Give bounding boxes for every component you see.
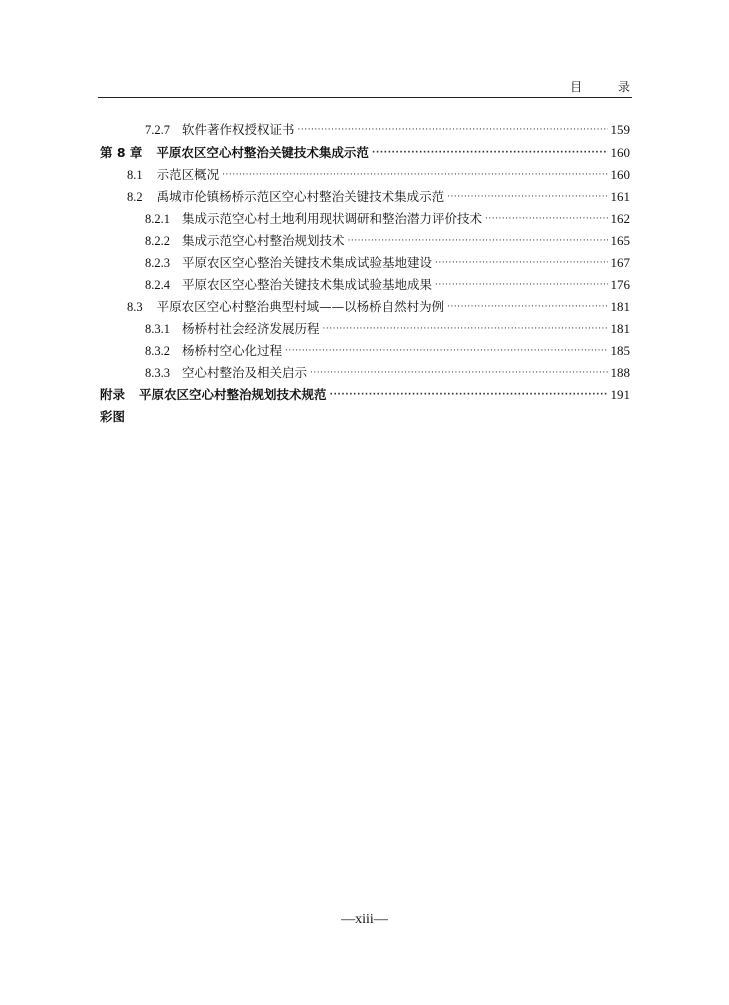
toc-entry-8-2-4[interactable] <box>145 277 630 293</box>
toc-page: 188 <box>610 365 630 380</box>
toc-entry-7-2-7[interactable] <box>145 122 630 138</box>
toc-leader <box>348 233 608 249</box>
toc-entry-8-3-2[interactable] <box>145 343 630 359</box>
toc-page: 160 <box>610 145 630 160</box>
page-number: —xiii— <box>341 912 388 927</box>
toc-number: 8.2.1 <box>145 212 170 226</box>
toc-title: 禹城市伦镇杨桥示范区空心村整治关键技术集成示范 <box>156 189 445 204</box>
toc-title: 平原农区空心整治关键技术集成试验基地成果 <box>182 277 433 292</box>
toc-page: 176 <box>610 277 630 292</box>
toc-number: 8.3 <box>127 300 143 314</box>
toc-page: 181 <box>610 299 630 314</box>
toc-leader <box>298 122 608 138</box>
toc-page: 191 <box>610 387 630 402</box>
toc-entry-8-2[interactable] <box>127 189 630 205</box>
toc-title: 平原农区空心村整治关键技术集成示范 <box>156 145 369 160</box>
toc-title: 集成示范空心村整治规划技术 <box>182 233 345 248</box>
toc-entry-8-3-3[interactable] <box>145 365 630 381</box>
toc-entry-color-plates[interactable] <box>100 409 200 425</box>
toc-entry-8-3-1[interactable] <box>145 321 630 337</box>
toc-page: 159 <box>610 122 630 137</box>
toc-number: 8.3.3 <box>145 366 170 380</box>
toc-number: 8.2 <box>127 190 143 204</box>
toc-leader <box>310 365 607 381</box>
toc-title: 杨桥村空心化过程 <box>182 343 283 358</box>
toc-number: 8.2.2 <box>145 234 170 248</box>
toc-number: 8.2.4 <box>145 278 170 292</box>
toc-number: 附录 <box>100 387 126 402</box>
toc-entry-chapter-8[interactable] <box>100 145 630 161</box>
toc-number: 8.3.1 <box>145 322 170 336</box>
toc-leader <box>435 255 607 271</box>
toc-title: 集成示范空心村土地利用现状调研和整治潜力评价技术 <box>182 211 483 226</box>
toc-number: 8.2.3 <box>145 256 170 270</box>
toc-leader <box>485 211 607 227</box>
toc-entry-appendix[interactable] <box>100 387 630 403</box>
toc-page: 165 <box>610 233 630 248</box>
toc-title: 示范区概况 <box>156 167 220 182</box>
toc-title: 空心村整治及相关启示 <box>182 365 308 380</box>
toc-leader <box>222 167 607 183</box>
toc-leader <box>447 189 607 205</box>
toc-leader <box>372 145 608 161</box>
toc-entry-8-2-1[interactable] <box>145 211 630 227</box>
toc-entry-8-2-2[interactable] <box>145 233 630 249</box>
header-title: 目 录 <box>570 80 646 94</box>
toc-title: 平原农区空心村整治规划技术规范 <box>139 387 327 402</box>
running-header <box>98 80 646 98</box>
toc-leader <box>435 277 607 293</box>
toc-page: 161 <box>610 189 630 204</box>
toc-leader <box>447 299 607 315</box>
toc-page: 181 <box>610 321 630 336</box>
toc-entry-8-3[interactable] <box>127 299 630 315</box>
toc-entry-8-2-3[interactable] <box>145 255 630 271</box>
toc-number: 7.2.7 <box>145 123 170 137</box>
toc-title: 平原农区空心整治关键技术集成试验基地建设 <box>182 255 433 270</box>
toc-number: 第 8 章 <box>100 145 143 160</box>
toc-leader <box>285 343 607 359</box>
toc-number: 8.1 <box>127 168 143 182</box>
toc-page: 167 <box>610 255 630 270</box>
toc-leader <box>323 321 608 337</box>
toc-title: 软件著作权授权证书 <box>182 122 295 137</box>
toc-leader <box>330 387 608 403</box>
toc-page: 160 <box>610 167 630 182</box>
toc-number: 彩图 <box>100 409 126 424</box>
toc-page: 162 <box>610 211 630 226</box>
toc-entry-8-1[interactable] <box>127 167 630 183</box>
toc-number: 8.3.2 <box>145 344 170 358</box>
toc-title: 杨桥村社会经济发展历程 <box>182 321 320 336</box>
toc-title: 平原农区空心村整治典型村域——以杨桥自然村为例 <box>156 299 445 314</box>
toc-page: 185 <box>610 343 630 358</box>
